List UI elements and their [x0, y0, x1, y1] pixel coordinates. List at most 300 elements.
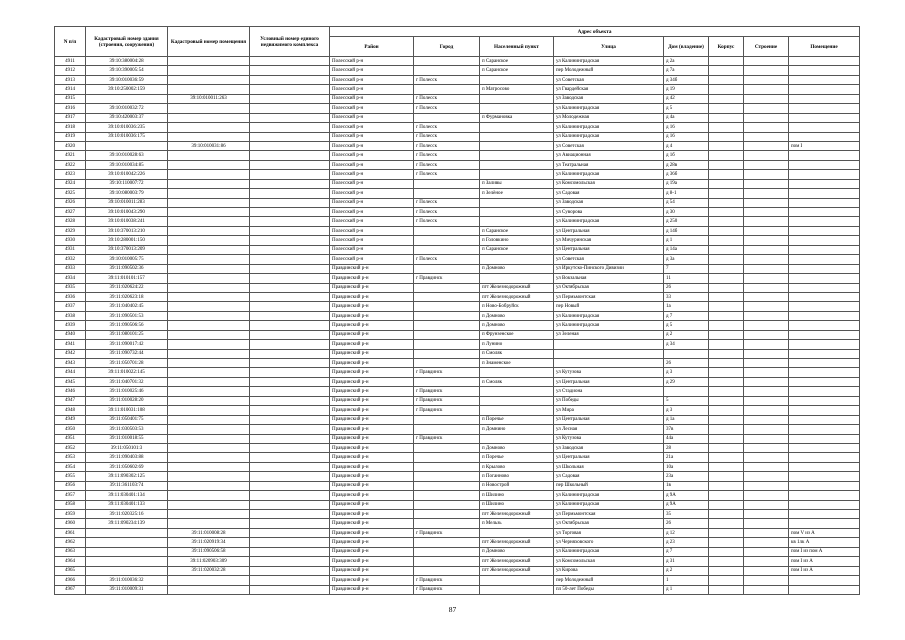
cell-cad-building: 39:11:090302:125 [86, 472, 168, 481]
cell-cad-room [168, 576, 250, 585]
cell-district: Правдинский р-н [330, 292, 414, 301]
cell-korpus [709, 359, 744, 368]
cell-district: Полесский р-н [330, 132, 414, 141]
cell-cad-building: 39:11:050701:28 [86, 359, 168, 368]
cell-district: Полесский р-н [330, 170, 414, 179]
cell-cad-building [86, 94, 168, 103]
cell-num: 4961 [55, 528, 86, 537]
table-row [55, 208, 860, 217]
cell-building [744, 226, 789, 235]
cell-korpus [709, 557, 744, 566]
cell-city [414, 566, 480, 575]
cell-cad-building: 39:11:090017:42 [86, 340, 168, 349]
cell-num: 4913 [55, 75, 86, 84]
cell-cad-building: 39:10:110007:72 [86, 179, 168, 188]
cell-num: 4959 [55, 510, 86, 519]
cell-house: д 29 [664, 377, 709, 386]
cell-cad-room: 39:11:020903:309 [168, 557, 250, 566]
cell-building [744, 396, 789, 405]
cell-house: 11 [664, 274, 709, 283]
cell-korpus [709, 85, 744, 94]
cell-cad-room: 39:11:010008:28 [168, 528, 250, 537]
header-district: Район [330, 37, 414, 57]
table-row [55, 66, 860, 75]
cell-city [414, 377, 480, 386]
cell-cad-building: 39:10:010038:241 [86, 217, 168, 226]
cell-room: пом I [789, 141, 860, 150]
cell-cad-building: 39:11:010025:46 [86, 387, 168, 396]
cell-cad-building: 39:10:010043:290 [86, 208, 168, 217]
cell-cad-building: 39:10:010028:63 [86, 151, 168, 160]
cell-district: Правдинский р-н [330, 472, 414, 481]
table-row [55, 528, 860, 537]
cell-room [789, 208, 860, 217]
cell-district: Полесский р-н [330, 217, 414, 226]
cell-street: ул Комсомольская [554, 179, 664, 188]
cell-street: пл 50-лет Победы [554, 585, 664, 594]
cell-district: Полесский р-н [330, 75, 414, 84]
cell-cond-number [250, 85, 330, 94]
cell-locality [480, 208, 554, 217]
cell-locality [480, 274, 554, 283]
table-body [55, 57, 860, 595]
table-row [55, 311, 860, 320]
cell-cad-building: 39:11:010009:31 [86, 585, 168, 594]
cell-street: ул Советская [554, 75, 664, 84]
cell-cad-room [168, 179, 250, 188]
cell-city [414, 547, 480, 556]
cell-building [744, 245, 789, 254]
cell-room: пом V из А [789, 528, 860, 537]
cell-room [789, 434, 860, 443]
cell-room [789, 510, 860, 519]
cell-cond-number [250, 104, 330, 113]
cell-room: пом I из пом А [789, 547, 860, 556]
cell-city [414, 245, 480, 254]
cell-city [414, 415, 480, 424]
cell-cond-number [250, 321, 330, 330]
cell-korpus [709, 283, 744, 292]
cell-district: Правдинский р-н [330, 510, 414, 519]
cell-num: 4914 [55, 85, 86, 94]
cell-cond-number [250, 57, 330, 66]
cell-korpus [709, 481, 744, 490]
table-row [55, 434, 860, 443]
cell-cad-room [168, 198, 250, 207]
cell-cad-room [168, 274, 250, 283]
cell-street: ул Вокзальная [554, 274, 664, 283]
cell-num: 4926 [55, 198, 86, 207]
cell-korpus [709, 123, 744, 132]
cell-street: ул Лесная [554, 425, 664, 434]
cell-cad-building [86, 547, 168, 556]
cell-street: ул Центральная [554, 415, 664, 424]
cell-korpus [709, 585, 744, 594]
cell-street: ул Октябрьская [554, 519, 664, 528]
cell-building [744, 443, 789, 452]
cell-district: Полесский р-н [330, 94, 414, 103]
cell-building [744, 208, 789, 217]
cell-num: 4949 [55, 415, 86, 424]
cell-room [789, 292, 860, 301]
cell-room [789, 170, 860, 179]
cell-building [744, 104, 789, 113]
cell-cad-building: 39:11:090732:44 [86, 349, 168, 358]
cell-cad-room [168, 66, 250, 75]
cell-cond-number [250, 585, 330, 594]
cell-building [744, 481, 789, 490]
cell-city: г Полесск [414, 217, 480, 226]
cell-cad-building [86, 141, 168, 150]
cell-building [744, 94, 789, 103]
cell-locality [480, 75, 554, 84]
cell-num: 4928 [55, 217, 86, 226]
cell-locality: п Саранское [480, 57, 554, 66]
table-row [55, 113, 860, 122]
cell-cad-room [168, 443, 250, 452]
cell-num: 4952 [55, 443, 86, 452]
table-row [55, 406, 860, 415]
cell-building [744, 141, 789, 150]
cell-street: ул Театральная [554, 160, 664, 169]
cell-locality: п Саранское [480, 245, 554, 254]
cell-cad-room [168, 113, 250, 122]
cell-room [789, 104, 860, 113]
cell-district: Правдинский р-н [330, 585, 414, 594]
cell-district: Полесский р-н [330, 198, 414, 207]
cell-cad-room [168, 330, 250, 339]
cell-district: Правдинский р-н [330, 500, 414, 509]
cell-cond-number [250, 462, 330, 471]
cell-cad-building: 39:11:010031:108 [86, 406, 168, 415]
table-row [55, 75, 860, 84]
cell-locality: п Головкино [480, 236, 554, 245]
header-korpus: Корпус [709, 37, 744, 57]
cell-korpus [709, 132, 744, 141]
cell-locality: пгт Железнодорожный [480, 566, 554, 575]
cell-city [414, 311, 480, 320]
header-address: Адрес объекта [330, 27, 860, 37]
cell-street: пер Молодежный [554, 66, 664, 75]
cell-district: Полесский р-н [330, 226, 414, 235]
cell-korpus [709, 425, 744, 434]
cell-cad-room [168, 283, 250, 292]
cell-city [414, 453, 480, 462]
cell-cond-number [250, 274, 330, 283]
cell-building [744, 547, 789, 556]
cell-cad-room [168, 510, 250, 519]
cell-cad-room [168, 396, 250, 405]
cell-street: ул Калининградская [554, 217, 664, 226]
cell-house: 5 [664, 396, 709, 405]
cell-cad-room [168, 311, 250, 320]
cell-street: ул Садовая [554, 472, 664, 481]
cell-locality: п Крылово [480, 462, 554, 471]
cell-district: Правдинский р-н [330, 434, 414, 443]
cell-num: 4943 [55, 359, 86, 368]
cell-korpus [709, 226, 744, 235]
cell-building [744, 472, 789, 481]
header-cad-room: Кадастровый номер помещения [168, 27, 250, 57]
cell-room [789, 245, 860, 254]
cell-house: 1 [664, 576, 709, 585]
cell-cond-number [250, 226, 330, 235]
cell-cad-building: 39:10:080003:79 [86, 189, 168, 198]
cell-cad-room [168, 160, 250, 169]
table-row [55, 104, 860, 113]
cell-building [744, 425, 789, 434]
cell-district: Правдинский р-н [330, 576, 414, 585]
cell-street: ул Школьная [554, 462, 664, 471]
cell-cad-building: 39:11:050101:3 [86, 443, 168, 452]
cell-street: ул Советская [554, 141, 664, 150]
cell-building [744, 189, 789, 198]
cell-cad-room: 39:10:010011:263 [168, 94, 250, 103]
cell-city: г Правдинск [414, 434, 480, 443]
cell-building [744, 566, 789, 575]
cell-house: 1в [664, 481, 709, 490]
cell-cad-room [168, 491, 250, 500]
cell-locality: пгт Железнодорожный [480, 292, 554, 301]
cell-cad-room [168, 226, 250, 235]
cell-cad-building: 39:11:050401:75 [86, 415, 168, 424]
cell-district: Полесский р-н [330, 104, 414, 113]
cell-cad-building: 39:11:020623:18 [86, 292, 168, 301]
cell-locality: п Шилино [480, 500, 554, 509]
table-row [55, 170, 860, 179]
cell-cond-number [250, 453, 330, 462]
cell-cond-number [250, 75, 330, 84]
cell-cond-number [250, 368, 330, 377]
cell-korpus [709, 274, 744, 283]
table-row [55, 396, 860, 405]
cell-room [789, 462, 860, 471]
cell-cad-building [86, 538, 168, 547]
cell-room [789, 302, 860, 311]
cell-cad-room [168, 453, 250, 462]
cell-korpus [709, 311, 744, 320]
cell-cond-number [250, 472, 330, 481]
cell-building [744, 415, 789, 424]
cell-locality [480, 528, 554, 537]
cell-building [744, 160, 789, 169]
cell-cad-room [168, 415, 250, 424]
cell-house: д 2а [664, 57, 709, 66]
cell-room [789, 236, 860, 245]
cell-cond-number [250, 547, 330, 556]
cell-room [789, 576, 860, 585]
cell-cond-number [250, 198, 330, 207]
cell-city [414, 113, 480, 122]
cell-district: Правдинский р-н [330, 519, 414, 528]
cell-district: Правдинский р-н [330, 491, 414, 500]
cell-cad-building: 39:11:010036:32 [86, 576, 168, 585]
cell-district: Полесский р-н [330, 160, 414, 169]
header-room: Помещение [789, 37, 860, 57]
cell-house: д 34 [664, 340, 709, 349]
cell-city [414, 481, 480, 490]
cell-street: ул Калининградская [554, 500, 664, 509]
cell-city [414, 425, 480, 434]
cell-cond-number [250, 113, 330, 122]
cell-cond-number [250, 557, 330, 566]
cell-house: д 54 [664, 198, 709, 207]
cell-num: 4931 [55, 245, 86, 254]
cell-city [414, 330, 480, 339]
cell-street: ул Победы [554, 396, 664, 405]
cell-num: 4960 [55, 519, 86, 528]
table-row [55, 236, 860, 245]
cell-street: ул Калининградская [554, 547, 664, 556]
page-number: 87 [448, 605, 457, 614]
cell-korpus [709, 151, 744, 160]
cell-korpus [709, 510, 744, 519]
cell-room [789, 179, 860, 188]
cell-cad-building: 39:10:010036:235 [86, 123, 168, 132]
cell-building [744, 359, 789, 368]
cell-cad-building: 39:10:250002:159 [86, 85, 168, 94]
cell-korpus [709, 236, 744, 245]
cell-cad-building: 39:10:010042:226 [86, 170, 168, 179]
cell-city [414, 302, 480, 311]
cell-num: 4917 [55, 113, 86, 122]
cell-locality: п Поречье [480, 453, 554, 462]
table-row [55, 472, 860, 481]
cell-building [744, 519, 789, 528]
cell-num: 4923 [55, 170, 86, 179]
cell-room [789, 500, 860, 509]
table-row [55, 368, 860, 377]
table-row [55, 377, 860, 386]
cell-building [744, 274, 789, 283]
cell-building [744, 368, 789, 377]
cell-locality [480, 94, 554, 103]
cell-room [789, 255, 860, 264]
cell-house: д 9А [664, 500, 709, 509]
cell-district: Правдинский р-н [330, 396, 414, 405]
cell-cad-room [168, 292, 250, 301]
cell-korpus [709, 198, 744, 207]
cell-house: д 28в [664, 160, 709, 169]
cell-cond-number [250, 292, 330, 301]
table-row [55, 198, 860, 207]
cell-house: д 4 [664, 141, 709, 150]
cell-cad-room [168, 481, 250, 490]
cell-house [664, 349, 709, 358]
cell-city: г Полесск [414, 94, 480, 103]
cell-room [789, 274, 860, 283]
cell-district: Полесский р-н [330, 85, 414, 94]
cell-locality: п Зелёное [480, 189, 554, 198]
cell-street: ул Калининградская [554, 123, 664, 132]
cell-korpus [709, 547, 744, 556]
cell-locality [480, 198, 554, 207]
cell-cond-number [250, 443, 330, 452]
cell-room [789, 415, 860, 424]
cell-district: Правдинский р-н [330, 340, 414, 349]
cell-street: ул Мира [554, 406, 664, 415]
cell-building [744, 321, 789, 330]
cell-cad-room [168, 217, 250, 226]
cell-street: ул Стадиона [554, 387, 664, 396]
cell-district: Правдинский р-н [330, 387, 414, 396]
cell-city [414, 340, 480, 349]
cell-district: Правдинский р-н [330, 566, 414, 575]
cell-house: 28 [664, 443, 709, 452]
cell-room [789, 396, 860, 405]
cell-num: 4911 [55, 57, 86, 66]
cell-house: д 7а [664, 66, 709, 75]
cell-street: ул Кутузова [554, 434, 664, 443]
cell-city: г Полесск [414, 198, 480, 207]
cell-room [789, 113, 860, 122]
cell-house: д 4а [664, 113, 709, 122]
cell-district: Правдинский р-н [330, 368, 414, 377]
cell-num: 4934 [55, 274, 86, 283]
cell-district: Правдинский р-н [330, 359, 414, 368]
cell-district: Правдинский р-н [330, 481, 414, 490]
cell-cad-room [168, 425, 250, 434]
cell-cond-number [250, 425, 330, 434]
cell-num: 4936 [55, 292, 86, 301]
cell-cad-building: 39:10:370013:209 [86, 245, 168, 254]
cell-house: д 2 [664, 566, 709, 575]
cell-locality [480, 585, 554, 594]
cell-building [744, 387, 789, 396]
cell-cad-building: 39:11:030401:133 [86, 500, 168, 509]
cell-cad-room [168, 387, 250, 396]
cell-building [744, 123, 789, 132]
cell-num: 4942 [55, 349, 86, 358]
header-num: N п/п [55, 27, 86, 57]
cell-house: д 30 [664, 208, 709, 217]
cell-street: ул Советская [554, 255, 664, 264]
cell-cad-building: 39:10:010036:175 [86, 132, 168, 141]
cell-korpus [709, 377, 744, 386]
cell-city [414, 519, 480, 528]
cell-korpus [709, 576, 744, 585]
table-row [55, 264, 860, 273]
cell-locality: п Смоляк [480, 377, 554, 386]
cell-city: г Полесск [414, 104, 480, 113]
cell-num: 4921 [55, 151, 86, 160]
cell-cond-number [250, 189, 330, 198]
cell-district: Правдинский р-н [330, 406, 414, 415]
cell-locality [480, 368, 554, 377]
cell-room [789, 425, 860, 434]
cell-cad-room [168, 349, 250, 358]
table-row [55, 160, 860, 169]
cell-num: 4912 [55, 66, 86, 75]
cell-korpus [709, 321, 744, 330]
cell-city [414, 557, 480, 566]
cell-city [414, 321, 480, 330]
table-row [55, 491, 860, 500]
cell-city [414, 538, 480, 547]
cell-room [789, 387, 860, 396]
cell-district: Полесский р-н [330, 255, 414, 264]
cell-locality: п Домново [480, 443, 554, 452]
cell-house: д 16 [664, 123, 709, 132]
cell-cad-room [168, 585, 250, 594]
cell-cad-room [168, 85, 250, 94]
cell-city: г Полесск [414, 123, 480, 132]
cell-city [414, 179, 480, 188]
cell-district: Правдинский р-н [330, 330, 414, 339]
cell-building [744, 57, 789, 66]
cell-korpus [709, 453, 744, 462]
cell-cond-number [250, 160, 330, 169]
